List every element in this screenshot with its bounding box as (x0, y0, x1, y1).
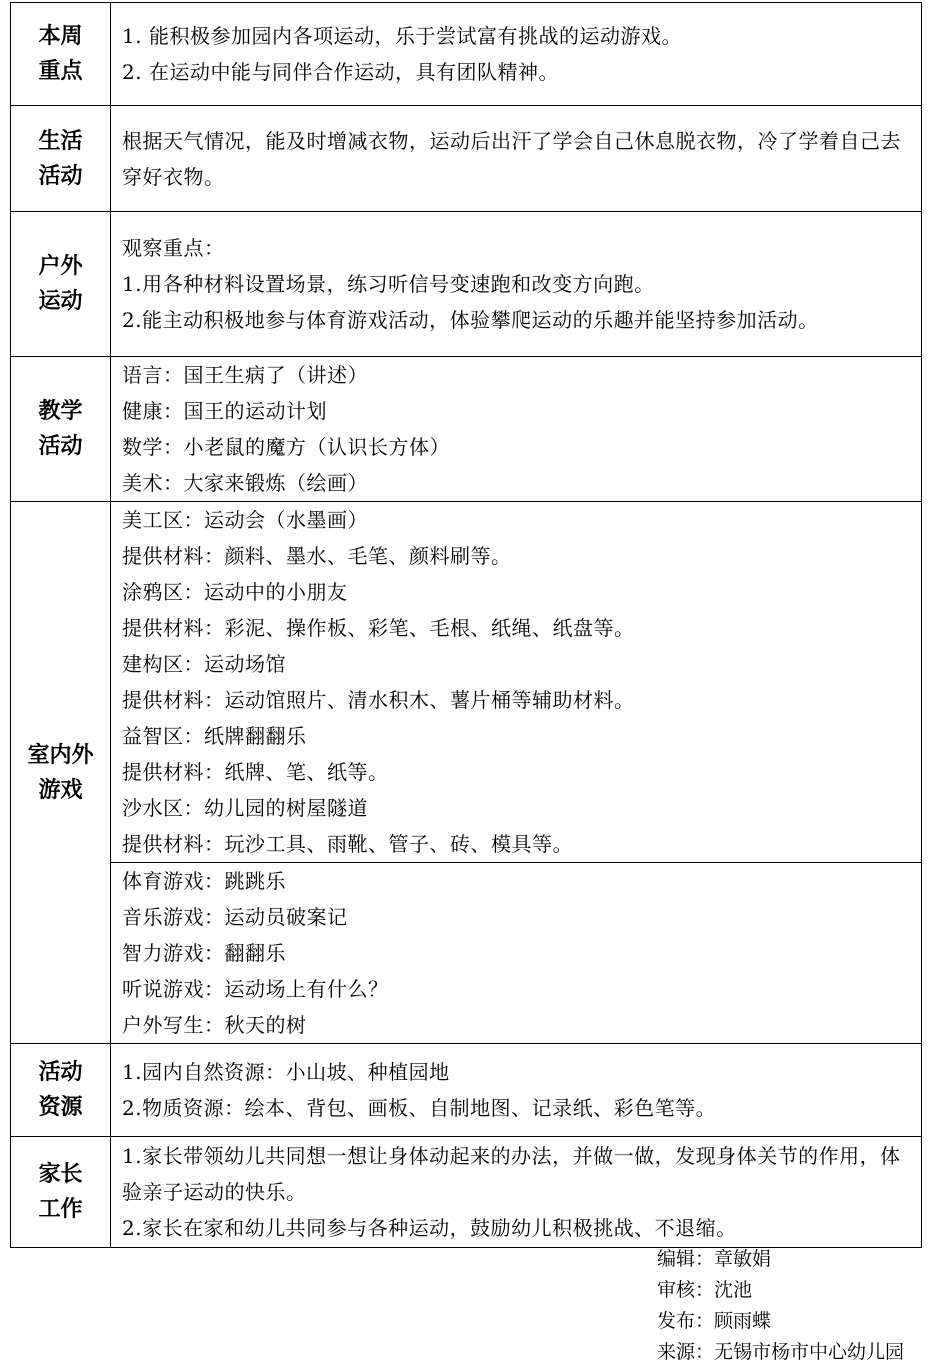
label-line: 重点 (38, 59, 83, 84)
row-label (11, 106, 111, 212)
content-line: 健康：国王的运动计划 (122, 399, 327, 423)
content-line: 1.园内自然资源：小山坡、种植园地 (122, 1060, 450, 1084)
credits-footer (657, 1244, 904, 1368)
content-line: 1.家长带领幼儿共同想一想让身体动起来的办法，并做一做，发现身体关节的作用，体验亲子运动的快乐。 (122, 1144, 901, 1204)
content-line: 提供材料：彩泥、操作板、彩笔、毛根、纸绳、纸盘等。 (122, 616, 635, 640)
label-line: 活动 (38, 1060, 83, 1085)
row-resources (11, 1044, 922, 1137)
content-line: 1. 能积极参加园内各项运动，乐于尝试富有挑战的运动游戏。 (122, 24, 682, 48)
credit-editor: 编辑：章敏娟 (657, 1248, 772, 1270)
content-line: 提供材料：纸牌、笔、纸等。 (122, 760, 389, 784)
content-line: 智力游戏：翻翻乐 (122, 941, 286, 965)
label-line: 资源 (38, 1095, 83, 1120)
row-content (111, 1137, 922, 1248)
row-content (111, 863, 922, 1044)
content-line: 1.用各种材料设置场景，练习听信号变速跑和改变方向跑。 (122, 272, 655, 296)
row-label (11, 212, 111, 357)
label-line: 户外 (38, 254, 83, 279)
label-line: 本周 (38, 24, 83, 49)
content-line: 观察重点： (122, 236, 225, 260)
content-line: 涂鸦区：运动中的小朋友 (122, 580, 348, 604)
content-line: 美工区：运动会（水墨画） (122, 508, 368, 532)
content-line: 建构区：运动场馆 (122, 652, 286, 676)
label-line: 家长 (38, 1162, 83, 1187)
label-line: 活动 (38, 434, 83, 459)
label-line: 游戏 (38, 777, 83, 803)
content-line: 根据天气情况，能及时增减衣物，运动后出汗了学会自己休息脱衣物，冷了学着自己去穿好衣物。 (122, 128, 901, 189)
label-line: 教学 (38, 399, 83, 424)
label-line: 工作 (38, 1197, 83, 1222)
row-content (111, 357, 922, 502)
content-line: 2.家长在家和幼儿共同参与各种运动，鼓励幼儿积极挑战、不退缩。 (122, 1216, 737, 1240)
row-games-areas (11, 502, 922, 863)
label-line: 生活 (38, 128, 83, 154)
content-line: 2. 在运动中能与同伴合作运动，具有团队精神。 (122, 60, 559, 84)
content-line: 音乐游戏：运动员破案记 (122, 905, 348, 929)
row-outdoor-sports (11, 212, 922, 357)
row-content (111, 502, 922, 863)
content-line: 听说游戏：运动场上有什么？ (122, 977, 389, 1001)
row-daily-life (11, 106, 922, 212)
credit-source: 来源：无锡市杨市中心幼儿园 (657, 1341, 905, 1363)
label-line: 活动 (38, 163, 83, 189)
row-weekly-focus (11, 3, 922, 106)
content-line: 数学：小老鼠的魔方（认识长方体） (122, 435, 450, 459)
weekly-plan-table (10, 2, 922, 1248)
credit-reviewer: 审核：沈池 (657, 1279, 753, 1301)
row-label (11, 502, 111, 1044)
row-teaching (11, 357, 922, 502)
content-line: 体育游戏：跳跳乐 (122, 869, 286, 893)
label-line: 运动 (38, 289, 83, 314)
content-line: 户外写生：秋天的树 (122, 1013, 307, 1037)
content-line: 2.物质资源：绘本、背包、画板、自制地图、记录纸、彩色笔等。 (122, 1096, 717, 1120)
credit-publisher: 发布：顾雨蝶 (657, 1310, 772, 1332)
content-line: 提供材料：运动馆照片、清水积木、薯片桶等辅助材料。 (122, 688, 635, 712)
row-content (111, 3, 922, 106)
content-line: 提供材料：颜料、墨水、毛笔、颜料刷等。 (122, 544, 512, 568)
row-parent-work (11, 1137, 922, 1248)
content-line: 2.能主动积极地参与体育游戏活动，体验攀爬运动的乐趣并能坚持参加活动。 (122, 308, 819, 332)
row-label (11, 357, 111, 502)
row-content (111, 212, 922, 357)
row-label (11, 1044, 111, 1137)
content-line: 益智区：纸牌翻翻乐 (122, 724, 307, 748)
row-label (11, 3, 111, 106)
row-content (111, 1044, 922, 1137)
content-line: 语言：国王生病了（讲述） (122, 363, 368, 387)
content-line: 提供材料：玩沙工具、雨靴、管子、砖、模具等。 (122, 832, 573, 856)
row-label (11, 1137, 111, 1248)
content-line: 沙水区：幼儿园的树屋隧道 (122, 796, 368, 820)
row-content (111, 106, 922, 212)
label-line: 室内外 (27, 742, 94, 768)
row-games-types (11, 863, 922, 1044)
content-line: 美术：大家来锻炼（绘画） (122, 471, 368, 495)
